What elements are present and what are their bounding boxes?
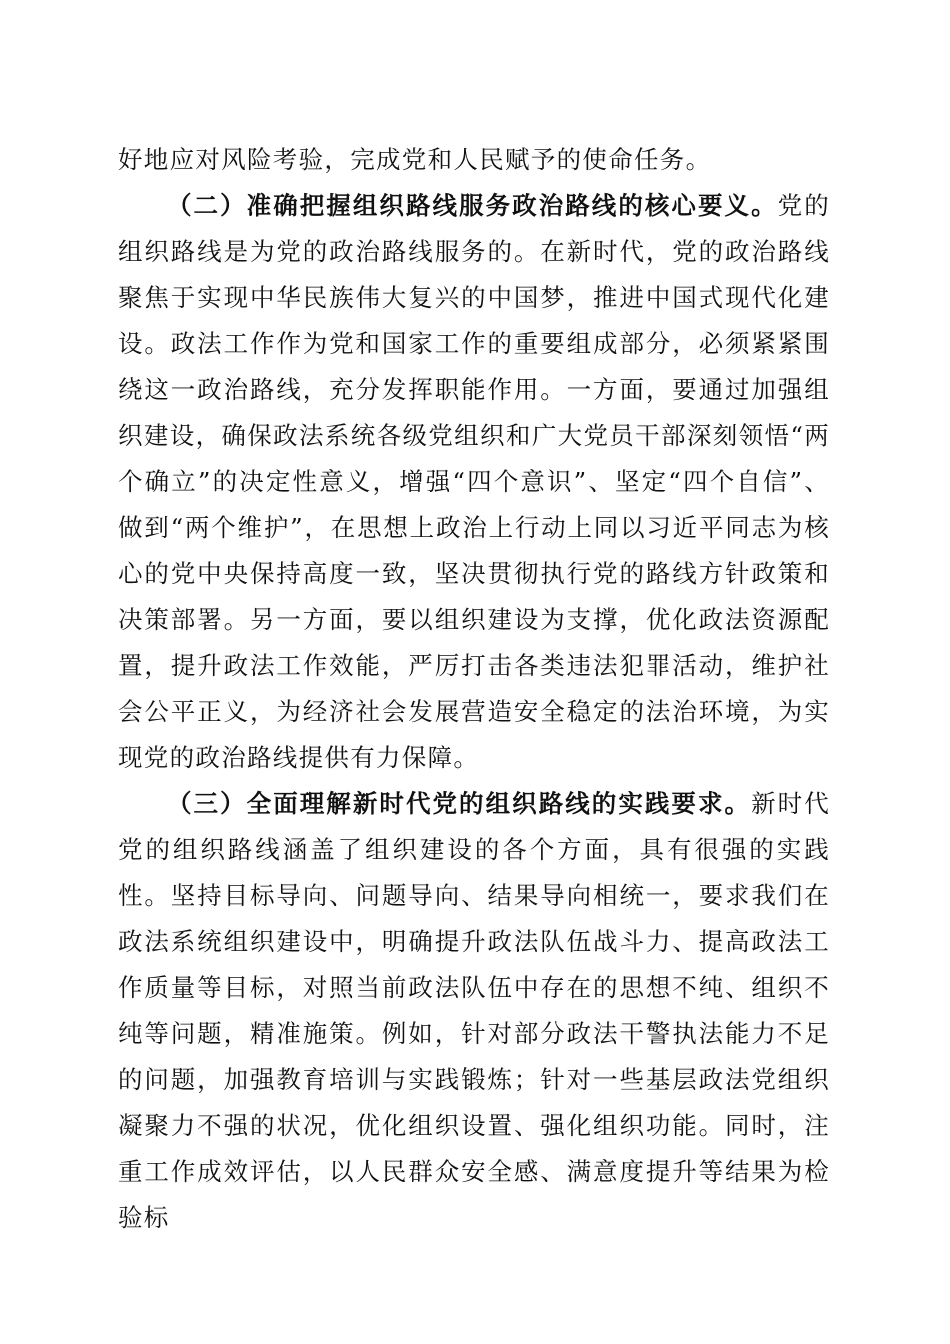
section-heading: （二）准确把握组织路线服务政治路线的核心要义。: [167, 191, 778, 220]
paragraph-section-2: [118, 183, 830, 781]
paragraph-text: 新时代党的组织路线涵盖了组织建设的各个方面，具有很强的实践性。坚持目标导向、问题导向、结果导向相统一，要求我们在政法系统组织建设中，明确提升政法队伍战斗力、提高政法工作质量等目标，对照当前政法队伍中存在的思想不纯、组织不纯等问题，精准施策。例如，针对部分政法干警执法能力不足的问题，加强教育培训与实践锻炼；针对一些基层政法党组织凝聚力不强的状况，优化组织设置、强化组织功能。同时，注重工作成效评估，以人民群众安全感、满意度提升等结果为检验标: [118, 789, 830, 1232]
section-heading: （三）全面理解新时代党的组织路线的实践要求。: [167, 789, 752, 818]
paragraph-continuation: [118, 137, 830, 183]
paragraph-text: 好地应对风险考验，完成党和人民赋予的使命任务。: [118, 145, 712, 174]
paragraph-text: 党的组织路线是为党的政治路线服务的。在新时代，党的政治路线聚焦于实现中华民族伟大复兴的中国梦，推进中国式现代化建设。政法工作作为党和国家工作的重要组成部分，必须紧紧围绕这一政治路线，充分发挥职能作用。一方面，要通过加强组织建设，确保政法系统各级党组织和广大党员干部深刻领悟“两个确立”的决定性意义，增强“四个意识”、坚定“四个自信”、做到“两个维护”，在思想上政治上行动上同以习近平同志为核心的党中央保持高度一致，坚决贯彻执行党的路线方针政策和决策部署。另一方面，要以组织建设为支撑，优化政法资源配置，提升政法工作效能，严厉打击各类违法犯罪活动，维护社会公平正义，为经济社会发展营造安全稳定的法治环境，为实现党的政治路线提供有力保障。: [118, 191, 831, 772]
document-body: [118, 137, 830, 1241]
paragraph-section-3: [118, 781, 830, 1241]
